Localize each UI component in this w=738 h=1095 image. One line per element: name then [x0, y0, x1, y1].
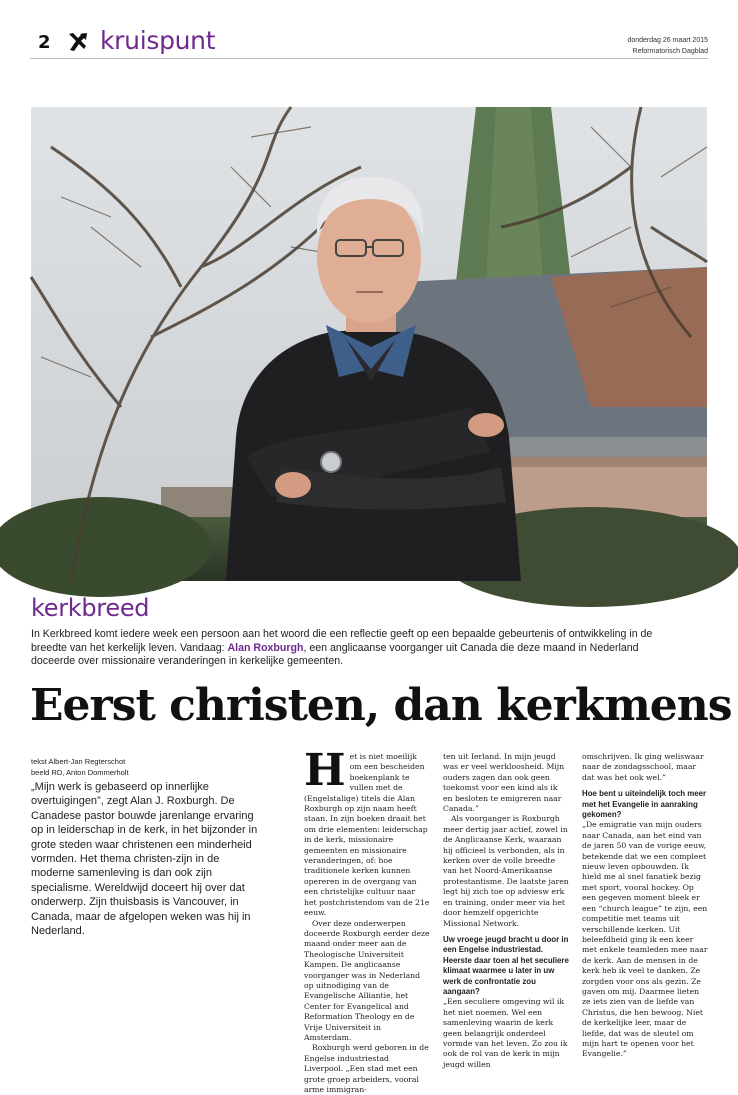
issue-date: donderdag 26 maart 2015 — [627, 37, 708, 44]
interview-question: Uw vroege jeugd bracht u door in een Engelse industriestad. Heerste daar toen al het seculiere klimaat waarmee u later in uw werk de confrontatie zou aangaan? — [443, 934, 569, 996]
portrait-photo — [31, 107, 707, 581]
section-title: kruispunt — [100, 26, 216, 55]
paragraph: Als voorganger is Roxburgh meer dertig jaar actief, zowel in de Anglicaanse Kerk, waaraan hij officieel is verbonden, als in kerken over de volle breedte van het Noord-Amerikaanse protestantisme. De laatste jaren legt hij zich toe op adviesw erk en training, onder meer via het door hemzelf opgerichte Missional Network. — [443, 814, 569, 928]
text-credit: tekst Albert-Jan Regterschot — [31, 757, 126, 766]
article-column-3 — [582, 752, 708, 1060]
interview-question: Hoe bent u uiteindelijk toch meer met het Evangelie in aanraking gekomen? — [582, 789, 707, 820]
paragraph: Over deze onderwerpen doceerde Roxburgh eerder deze maand onder meer aan de Theologische Universiteit Kampen. De anglicaanse voorganger was in Nederland op uitnodiging van de Evangelische Alliantie, het Center for Evangelical and Reformation Theology en de Vrije Universiteit in Amsterdam. — [304, 918, 430, 1042]
article-credits — [31, 757, 129, 778]
kicker-kerkbreed: kerkbreed — [31, 594, 150, 622]
article-lead: „Mijn werk is gebaseerd op innerlijke overtuigingen”, zegt Alan J. Roxburgh. De Canadese pastor bouwde jarenlange ervaring op in leiderschap in de kerk, in het bijzonder in grote steden waar christenen een minderheid vormden. Het thema christen-zijn in de moderne samenleving is dan ook zijn specialisme. Wereldwijd doceert hij over dat onderwerp. Zijn thuisbasis is Vancouver, in Canada, maar de afgelopen weken was hij in Nederland. — [31, 781, 258, 938]
article-headline: Eerst christen, dan kerkmens — [30, 680, 732, 731]
masthead-info — [627, 35, 708, 57]
paragraph: ten uit Ierland. In mijn jeugd was er veel werkloosheid. Mijn ouders zagen dan ook geen toekomst voor een kind als ik en besloten te emigreren naar Canada.” — [443, 752, 565, 814]
paragraph: „Een seculiere omgeving wil ik het niet noemen. Wel een samenleving waarin de kerk geen belangrijk onderdeel vormde van het leven. Zo zou ik ook de rol van de kerk in mijn jeugd willen — [443, 997, 568, 1069]
photo-credit: beeld RD, Anton Dommerholt — [31, 767, 129, 777]
page-number: 2 — [38, 32, 51, 53]
kruispunt-arrow-icon — [66, 30, 90, 54]
paragraph-text: et is niet moeilijk om een bescheiden boekenplank te vullen met de (Engelstalige) titels die Alan Roxburgh op zijn naam heeft staan. In zijn boeken draait het om drie elementen: leiderschap in de kerk, missionaire gemeenten en missionaire veranderingen, of: hoe traditionele kerken kunnen opereren in de overgang van een christelijke cultuur naar het postchristendom van de 21e eeuw. — [304, 752, 430, 918]
paragraph — [304, 745, 430, 919]
interviewee-name: Alan Roxburgh — [227, 641, 304, 654]
header-divider — [30, 58, 708, 59]
intro-text-before: In Kerkbreed komt iedere week een persoon aan het woord die een reflectie geeft op een bepaalde gebeurtenis of ontwikkeling in de breedte van het kerkelijk leven. Vandaag: — [31, 628, 653, 654]
drop-cap: H — [304, 745, 346, 796]
paragraph: „De emigratie van mijn ouders naar Canada, aan het eind van de jaren 50 van de vorige eeuw, betekende dat we een compleet nieuw leven opbouwden. Ik hield me al snel fanatiek bezig met sport, vooral hockey. Op een gegeven moment bleek er een “church league” te zijn, een competitie met teams uit verschillende kerken. Uit beleefdheid ging ik een keer met enkele teamleden mee naar de kerk. Aan de mensen in de kerk heb ik veel te danken. Ze zorgden voor ons als gezin. Ze gaven om mij. Daarmee lieten ze iets zien van de liefde van Christus, die hen bewoog. Niet de kerkelijke leer, maar de liefde, dat was de sleutel om mijn hart te openen voor het Evangelie.” — [582, 820, 708, 1059]
intro-text-after: , een anglicaanse voorganger uit Canada die deze maand in Nederland doceerde over missionaire veranderingen in kerkelijke gemeenten. — [31, 641, 639, 667]
paragraph: omschrijven. Ik ging weliswaar naar de zondagsschool, maar dat was het ook wel.” — [582, 752, 704, 782]
intro-text — [31, 628, 681, 669]
publication-name: Reformatorisch Dagblad — [632, 48, 708, 55]
article-column-2 — [443, 752, 569, 1070]
paragraph: Roxburgh werd geboren in de Engelse industriestad Liverpool. „Een stad met een grote groep arbeiders, vooral arme immigran- — [304, 1043, 429, 1094]
article-column-1 — [304, 745, 430, 1095]
